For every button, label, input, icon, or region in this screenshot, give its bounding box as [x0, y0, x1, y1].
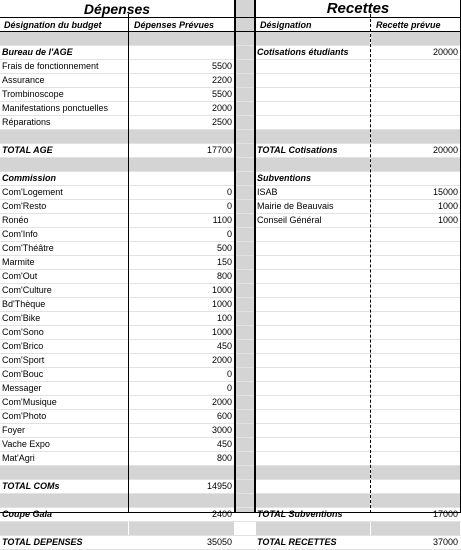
table-row	[0, 74, 461, 88]
table-row	[0, 340, 461, 354]
recette-value-cell	[371, 242, 458, 255]
header-depenses-prevues: Dépenses Prévues	[134, 20, 215, 30]
recette-value-cell	[371, 480, 458, 493]
recette-designation-cell	[256, 494, 370, 507]
recette-designation-cell	[257, 326, 368, 339]
recette-designation-cell	[257, 74, 368, 87]
recette-designation-cell	[257, 256, 368, 269]
recette-designation-cell	[256, 466, 370, 479]
depense-value-cell	[129, 522, 234, 535]
recette-designation-cell	[257, 368, 368, 381]
table-row	[0, 536, 461, 550]
recette-value-cell: 17000	[432, 509, 458, 519]
recette-value-cell	[371, 494, 460, 507]
depense-value-cell: 100	[216, 313, 232, 323]
recette-value-cell	[371, 60, 458, 73]
depense-value-cell: 0	[226, 369, 232, 379]
depense-value-cell: 0	[226, 383, 232, 393]
depense-value-cell: 2000	[211, 103, 232, 113]
depense-value-cell: 800	[216, 453, 232, 463]
table-row	[0, 396, 461, 410]
header-recette-prevue: Recette prévue	[376, 20, 441, 30]
depense-designation-cell: Com'Sono	[2, 327, 44, 337]
depense-designation-cell	[0, 32, 128, 45]
recette-value-cell: 1000	[437, 215, 458, 225]
recette-designation-cell: TOTAL Subventions	[257, 509, 343, 519]
recette-designation-cell	[257, 298, 368, 311]
recette-value-cell	[371, 88, 458, 101]
depense-value-cell: 5500	[211, 89, 232, 99]
depense-value-cell: 1000	[211, 327, 232, 337]
recette-designation-cell: ISAB	[257, 187, 278, 197]
depense-value-cell: 17700	[206, 145, 232, 155]
recette-value-cell	[371, 158, 460, 171]
depense-value-cell: 3000	[211, 425, 232, 435]
recette-designation-cell	[257, 354, 368, 367]
depense-value-cell: 1100	[212, 215, 232, 225]
recette-value-cell	[371, 102, 458, 115]
depense-designation-cell: Com'Sport	[2, 355, 45, 365]
table-row	[0, 102, 461, 116]
depense-value-cell: 2200	[211, 75, 232, 85]
recette-designation-cell	[257, 424, 368, 437]
depense-designation-cell: Frais de fonctionnement	[2, 61, 99, 71]
depense-designation-cell: Bd'Thèque	[2, 299, 46, 309]
depense-value-cell: 0	[226, 201, 232, 211]
recette-value-cell: 1000	[437, 201, 458, 211]
table-row	[0, 214, 461, 228]
recette-value-cell	[371, 298, 458, 311]
recette-value-cell	[371, 116, 458, 129]
recette-designation-cell: TOTAL Cotisations	[257, 145, 338, 155]
depense-designation-cell: Com'Photo	[2, 411, 47, 421]
spacer-row	[0, 494, 461, 508]
table-row	[0, 424, 461, 438]
table-row	[0, 116, 461, 130]
recette-designation-cell	[257, 340, 368, 353]
table-row	[0, 270, 461, 284]
recette-designation-cell	[256, 522, 370, 535]
table-row	[0, 256, 461, 270]
depense-designation-cell: Com'Logement	[2, 187, 63, 197]
grid-line	[254, 0, 256, 513]
table-row	[0, 242, 461, 256]
recette-value-cell	[371, 382, 458, 395]
depense-designation-cell	[0, 522, 128, 535]
grid-line	[370, 14, 371, 513]
recette-value-cell	[371, 74, 458, 87]
depense-designation-cell: Ronéo	[2, 215, 29, 225]
table-row	[0, 60, 461, 74]
recette-value-cell	[371, 284, 458, 297]
depense-designation-cell: TOTAL AGE	[2, 145, 53, 155]
table-row	[0, 200, 461, 214]
depense-value-cell	[129, 466, 234, 479]
table-row	[0, 88, 461, 102]
recette-designation-cell: Conseil Général	[257, 215, 322, 225]
table-row	[0, 410, 461, 424]
depense-designation-cell: Vache Expo	[2, 439, 50, 449]
depense-value-cell: 2500	[211, 117, 232, 127]
recette-value-cell	[371, 396, 458, 409]
recette-designation-cell	[257, 228, 368, 241]
recette-designation-cell	[257, 452, 368, 465]
recette-designation-cell	[257, 410, 368, 423]
depense-designation-cell: Com'Out	[2, 271, 38, 281]
recette-value-cell	[371, 256, 458, 269]
depense-value-cell	[129, 494, 234, 507]
recette-value-cell	[371, 368, 458, 381]
depense-value-cell	[129, 172, 232, 185]
recette-value-cell	[371, 466, 460, 479]
recette-designation-cell: TOTAL RECETTES	[257, 537, 337, 547]
table-row	[0, 508, 461, 522]
grid-line	[234, 0, 236, 513]
table-row	[0, 382, 461, 396]
table-row	[0, 368, 461, 382]
recette-value-cell	[371, 340, 458, 353]
depense-designation-cell: Com'Bouc	[2, 369, 44, 379]
recette-designation-cell	[256, 32, 370, 45]
depense-value-cell: 0	[226, 229, 232, 239]
recette-designation-cell	[257, 102, 368, 115]
depense-designation-cell: Com'Culture	[2, 285, 52, 295]
recette-designation-cell: Cotisations étudiants	[257, 47, 349, 57]
recette-value-cell	[371, 228, 458, 241]
table-row	[0, 438, 461, 452]
recette-designation-cell	[257, 312, 368, 325]
header-designation-recettes: Désignation	[260, 20, 312, 30]
recette-value-cell: 20000	[432, 47, 458, 57]
recette-designation-cell	[257, 480, 368, 493]
recette-designation-cell: Subventions	[257, 173, 312, 183]
recette-designation-cell	[256, 158, 370, 171]
table-row	[0, 312, 461, 326]
recette-designation-cell	[257, 270, 368, 283]
depense-value-cell: 14950	[206, 481, 232, 491]
depense-designation-cell: Com'Info	[2, 229, 38, 239]
recettes-title: Recettes	[326, 0, 390, 17]
depense-value-cell: 35050	[206, 537, 232, 547]
depense-value-cell: 150	[216, 257, 232, 267]
depense-value-cell	[129, 158, 234, 171]
depense-designation-cell: Marmite	[2, 257, 35, 267]
table-row	[0, 172, 461, 186]
depense-value-cell: 2000	[211, 355, 232, 365]
depense-value-cell	[129, 32, 234, 45]
depense-designation-cell: Com'Théâtre	[2, 243, 54, 253]
depense-value-cell	[129, 130, 234, 143]
depense-value-cell: 450	[216, 341, 232, 351]
recette-designation-cell	[257, 438, 368, 451]
table-row	[0, 144, 461, 158]
recette-value-cell: 37000	[432, 537, 458, 547]
depenses-title: Dépenses	[83, 1, 151, 17]
recette-designation-cell	[257, 88, 368, 101]
recette-value-cell	[371, 452, 458, 465]
spacer-row	[0, 522, 461, 536]
depense-designation-cell: Messager	[2, 383, 42, 393]
depense-value-cell: 500	[216, 243, 232, 253]
recette-designation-cell	[257, 382, 368, 395]
depense-designation-cell: Commission	[2, 173, 57, 183]
depense-value-cell: 450	[216, 439, 232, 449]
table-row	[0, 298, 461, 312]
table-row	[0, 452, 461, 466]
header-designation-budget: Désignation du budget	[4, 20, 102, 30]
depense-designation-cell: TOTAL COMs	[2, 481, 60, 491]
spacer-row	[0, 32, 461, 46]
recette-designation-cell	[257, 242, 368, 255]
recette-value-cell	[371, 410, 458, 423]
depense-designation-cell: Bureau de l'AGE	[2, 47, 73, 57]
depense-designation-cell: Manifestations ponctuelles	[2, 103, 109, 113]
depense-designation-cell: Assurance	[2, 75, 45, 85]
depense-value-cell: 0	[226, 187, 232, 197]
table-row	[0, 228, 461, 242]
depense-value-cell	[129, 46, 232, 59]
recette-designation-cell	[257, 396, 368, 409]
depense-designation-cell: Foyer	[2, 425, 26, 435]
depense-designation-cell: Coupe Gala	[2, 509, 53, 519]
depense-designation-cell: Com'Bike	[2, 313, 41, 323]
table-row	[0, 46, 461, 60]
depense-value-cell: 2000	[211, 397, 232, 407]
recette-value-cell	[371, 130, 460, 143]
depense-designation-cell: Com'Musique	[2, 397, 57, 407]
recette-value-cell	[371, 172, 458, 185]
recette-value-cell	[371, 326, 458, 339]
recette-value-cell	[371, 522, 460, 535]
recette-designation-cell	[257, 60, 368, 73]
depense-designation-cell	[0, 466, 128, 479]
depense-value-cell: 2400	[211, 509, 232, 519]
depense-value-cell: 1000	[211, 285, 232, 295]
depense-value-cell: 800	[216, 271, 232, 281]
depense-designation-cell: Mat'Agri	[2, 453, 35, 463]
table-row	[0, 284, 461, 298]
depense-designation-cell: Trombinoscope	[2, 89, 64, 99]
table-row	[0, 186, 461, 200]
table-row	[0, 326, 461, 340]
recette-value-cell: 20000	[432, 145, 458, 155]
spacer-row	[0, 130, 461, 144]
depense-designation-cell: Com'Resto	[2, 201, 47, 211]
recette-designation-cell: Mairie de Beauvais	[257, 201, 334, 211]
recette-value-cell	[371, 312, 458, 325]
table-row	[0, 354, 461, 368]
recette-designation-cell	[257, 284, 368, 297]
depense-designation-cell	[0, 494, 128, 507]
budget-rows	[0, 32, 461, 550]
spacer-row	[0, 466, 461, 480]
table-row	[0, 480, 461, 494]
depense-value-cell: 600	[216, 411, 232, 421]
depense-designation-cell: Réparations	[2, 117, 51, 127]
depense-value-cell: 1000	[211, 299, 232, 309]
recette-value-cell	[371, 32, 460, 45]
recette-value-cell: 15000	[432, 187, 458, 197]
depense-value-cell: 5500	[211, 61, 232, 71]
recette-designation-cell	[257, 116, 368, 129]
recette-designation-cell	[256, 130, 370, 143]
depense-designation-cell	[0, 130, 128, 143]
recette-value-cell	[371, 438, 458, 451]
recette-value-cell	[371, 270, 458, 283]
recette-value-cell	[371, 424, 458, 437]
spacer-row	[0, 158, 461, 172]
recette-value-cell	[371, 354, 458, 367]
depense-designation-cell: TOTAL DEPENSES	[2, 537, 83, 547]
depense-designation-cell: Com'Brico	[2, 341, 44, 351]
depense-designation-cell	[0, 158, 128, 171]
grid-line	[128, 14, 129, 513]
